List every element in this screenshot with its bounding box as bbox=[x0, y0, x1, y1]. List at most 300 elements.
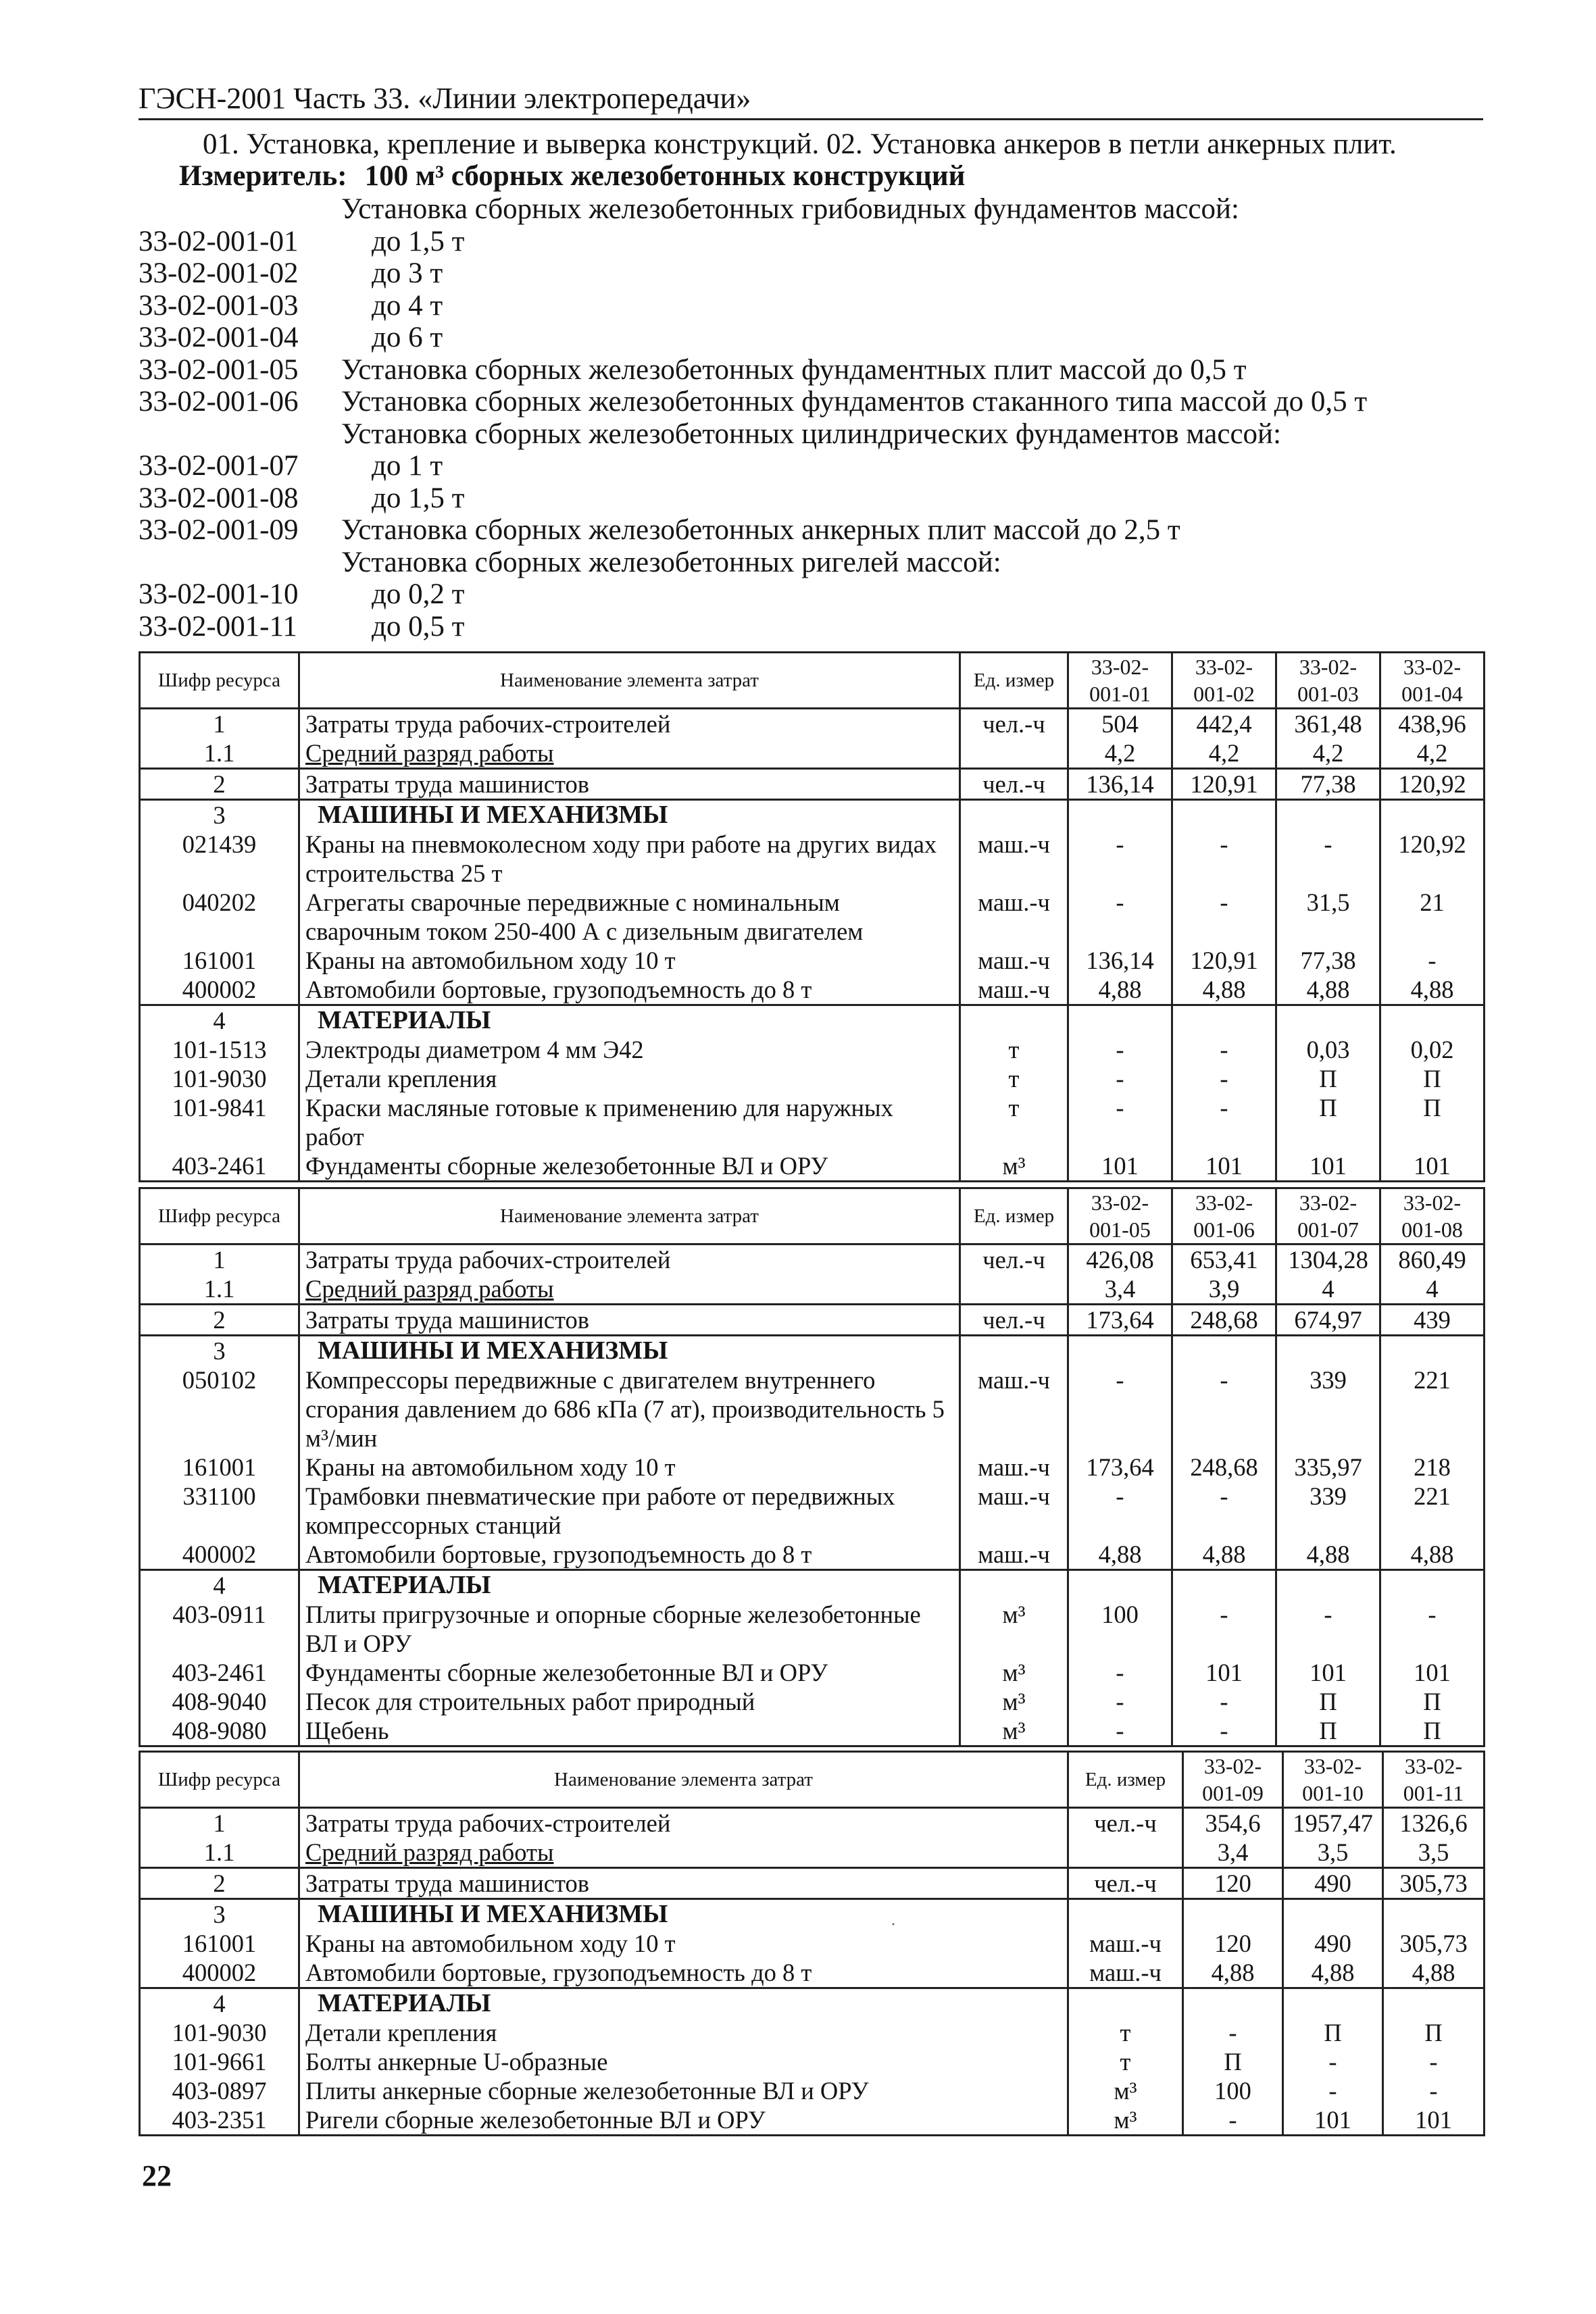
cost-element-name: Компрессоры передвижные с двигателем внутреннего сгорания давлением до 686 кПа (7 ат), производительность 5 м³/мин bbox=[299, 1365, 960, 1453]
header-norm-column: 33-02-001-08 bbox=[1380, 1188, 1485, 1244]
value-cell: - bbox=[1172, 1600, 1276, 1658]
unit-cell: м³ bbox=[960, 1151, 1068, 1182]
meter-value: 100 м³ сборных железобетонных конструкций bbox=[364, 160, 966, 192]
resource-code: 400002 bbox=[140, 975, 299, 1005]
value-cell: 173,64 bbox=[1068, 1453, 1172, 1482]
value-cell: 101 bbox=[1383, 2105, 1485, 2136]
norm-description: до 4 т bbox=[372, 289, 443, 322]
header-norm-column: 33-02-001-01 bbox=[1068, 653, 1172, 709]
value-cell: 339 bbox=[1276, 1365, 1380, 1453]
resource-code: 408-9040 bbox=[140, 1687, 299, 1716]
value-cell: - bbox=[1383, 2076, 1485, 2105]
table-row bbox=[140, 1716, 1485, 1746]
unit-cell: чел.-ч bbox=[960, 1305, 1068, 1336]
norm-code: 33-02-001-06 bbox=[139, 386, 299, 418]
value-cell: - bbox=[1276, 830, 1380, 888]
resource-code: 101-9030 bbox=[140, 2018, 299, 2047]
header-cost-element: Наименование элемента затрат bbox=[299, 1188, 960, 1244]
resource-code: 2 bbox=[140, 1868, 299, 1899]
value-cell: 120,91 bbox=[1172, 946, 1276, 975]
value-cell: П bbox=[1276, 1093, 1380, 1151]
table-row bbox=[140, 1064, 1485, 1093]
resource-code: 3 bbox=[140, 1899, 299, 1930]
unit-cell bbox=[1068, 1899, 1183, 1930]
cost-element-name: Средний разряд работы bbox=[299, 1274, 960, 1305]
value-cell: 361,48 bbox=[1276, 709, 1380, 739]
value-cell: 4,88 bbox=[1276, 975, 1380, 1005]
unit-cell: маш.-ч bbox=[1068, 1958, 1183, 1988]
table-row bbox=[140, 1365, 1485, 1453]
works-composition bbox=[203, 127, 1397, 162]
cost-element-name: Автомобили бортовые, грузоподъемность до 8 т bbox=[299, 1540, 960, 1570]
value-cell: 0,03 bbox=[1276, 1035, 1380, 1064]
table-row bbox=[140, 1453, 1485, 1482]
unit-cell bbox=[1068, 1988, 1183, 2019]
norm-code: 33-02-001-09 bbox=[139, 514, 299, 546]
cost-element-name: Краны на автомобильном ходу 10 т bbox=[299, 1453, 960, 1482]
header-cost-element: Наименование элемента затрат bbox=[299, 1752, 1068, 1808]
value-cell: 4,88 bbox=[1276, 1540, 1380, 1570]
value-cell bbox=[1380, 800, 1485, 830]
norm-code-row bbox=[139, 611, 1483, 643]
unit-cell: м³ bbox=[960, 1658, 1068, 1687]
value-cell: 339 bbox=[1276, 1482, 1380, 1540]
value-cell: - bbox=[1172, 1064, 1276, 1093]
value-cell: П bbox=[1276, 1716, 1380, 1746]
value-cell: 120 bbox=[1183, 1868, 1283, 1899]
value-cell: 101 bbox=[1276, 1151, 1380, 1182]
value-cell: 4,88 bbox=[1172, 975, 1276, 1005]
table-row bbox=[140, 1658, 1485, 1687]
value-cell bbox=[1276, 1336, 1380, 1366]
norm-code-row bbox=[139, 322, 1483, 354]
norm-code-row bbox=[139, 386, 1483, 418]
norm-code-row bbox=[139, 578, 1483, 611]
table-row bbox=[140, 1093, 1485, 1151]
table-row bbox=[140, 1336, 1485, 1366]
norm-code: 33-02-001-10 bbox=[139, 578, 299, 610]
table-row bbox=[140, 1988, 1485, 2019]
resource-code: 403-0911 bbox=[140, 1600, 299, 1658]
value-cell: 674,97 bbox=[1276, 1305, 1380, 1336]
value-cell: 4 bbox=[1380, 1274, 1485, 1305]
cost-element-name: Детали крепления bbox=[299, 2018, 1068, 2047]
resource-code: 040202 bbox=[140, 888, 299, 946]
unit-cell bbox=[960, 1570, 1068, 1601]
norm-description: до 0,5 т bbox=[372, 610, 465, 643]
norm-code: 33-02-001-01 bbox=[139, 225, 299, 257]
norm-description: до 3 т bbox=[372, 257, 443, 289]
value-cell: - bbox=[1172, 1687, 1276, 1716]
value-cell: 653,41 bbox=[1172, 1244, 1276, 1275]
value-cell bbox=[1380, 1570, 1485, 1601]
value-cell bbox=[1068, 1570, 1172, 1601]
value-cell: 21 bbox=[1380, 888, 1485, 946]
cost-element-name: Агрегаты сварочные передвижные с номинальным сварочным током 250-400 А с дизельным двигателем bbox=[299, 888, 960, 946]
value-cell: - bbox=[1068, 1093, 1172, 1151]
cost-element-name: Автомобили бортовые, грузоподъемность до 8 т bbox=[299, 975, 960, 1005]
norm-description: Установка сборных железобетонных ригелей массой: bbox=[341, 546, 1001, 578]
value-cell bbox=[1172, 800, 1276, 830]
resource-code: 2 bbox=[140, 769, 299, 800]
table-row bbox=[140, 830, 1485, 888]
value-cell: 442,4 bbox=[1172, 709, 1276, 739]
resource-code: 021439 bbox=[140, 830, 299, 888]
value-cell: П bbox=[1380, 1093, 1485, 1151]
resource-code: 161001 bbox=[140, 946, 299, 975]
cost-element-name: Краны на автомобильном ходу 10 т bbox=[299, 1929, 1068, 1958]
unit-cell: чел.-ч bbox=[1068, 1868, 1183, 1899]
value-cell: 100 bbox=[1183, 2076, 1283, 2105]
norm-description: до 1,5 т bbox=[372, 482, 465, 514]
table-row bbox=[140, 2018, 1485, 2047]
value-cell: 490 bbox=[1283, 1868, 1383, 1899]
table-row bbox=[140, 1838, 1485, 1868]
norm-code: 33-02-001-05 bbox=[139, 353, 299, 386]
cost-element-name: Болты анкерные U-образные bbox=[299, 2047, 1068, 2076]
value-cell: - bbox=[1172, 1093, 1276, 1151]
norm-code bbox=[139, 547, 341, 579]
table-row bbox=[140, 946, 1485, 975]
value-cell: П bbox=[1383, 2018, 1485, 2047]
table-row bbox=[140, 2047, 1485, 2076]
unit-cell: чел.-ч bbox=[960, 709, 1068, 739]
value-cell: 1304,28 bbox=[1276, 1244, 1380, 1275]
norm-description: до 6 т bbox=[372, 322, 443, 353]
value-cell: П bbox=[1380, 1687, 1485, 1716]
value-cell: 31,5 bbox=[1276, 888, 1380, 946]
value-cell: 4 bbox=[1276, 1274, 1380, 1305]
value-cell: 4,2 bbox=[1380, 738, 1485, 769]
value-cell: П bbox=[1183, 2047, 1283, 2076]
table-row bbox=[140, 1274, 1485, 1305]
value-cell: - bbox=[1068, 1035, 1172, 1064]
unit-cell bbox=[960, 800, 1068, 830]
resource-code: 3 bbox=[140, 800, 299, 830]
cost-element-name: Затраты труда машинистов bbox=[299, 1868, 1068, 1899]
value-cell: 120,92 bbox=[1380, 769, 1485, 800]
value-cell: - bbox=[1172, 888, 1276, 946]
cost-element-name: Фундаменты сборные железобетонные ВЛ и ОРУ bbox=[299, 1151, 960, 1182]
resource-code: 161001 bbox=[140, 1929, 299, 1958]
value-cell: 1326,6 bbox=[1383, 1808, 1485, 1838]
header-norm-column: 33-02-001-09 bbox=[1183, 1752, 1283, 1808]
unit-cell: чел.-ч bbox=[1068, 1808, 1183, 1838]
table-header-row bbox=[140, 1752, 1485, 1808]
unit-cell: чел.-ч bbox=[960, 1244, 1068, 1275]
resource-code: 101-1513 bbox=[140, 1035, 299, 1064]
resource-code: 4 bbox=[140, 1988, 299, 2019]
table-row bbox=[140, 2076, 1485, 2105]
value-cell: 438,96 bbox=[1380, 709, 1485, 739]
value-cell: 4,88 bbox=[1283, 1958, 1383, 1988]
header-rule bbox=[139, 118, 1483, 120]
norm-code-row bbox=[139, 418, 1483, 451]
value-cell: 101 bbox=[1380, 1658, 1485, 1687]
value-cell: 101 bbox=[1380, 1151, 1485, 1182]
unit-cell: маш.-ч bbox=[1068, 1929, 1183, 1958]
table-row bbox=[140, 1600, 1485, 1658]
value-cell: 136,14 bbox=[1068, 769, 1172, 800]
value-cell: - bbox=[1068, 1658, 1172, 1687]
value-cell: 136,14 bbox=[1068, 946, 1172, 975]
norm-code-row bbox=[139, 514, 1483, 547]
resource-code: 050102 bbox=[140, 1365, 299, 1453]
cost-element-name: Трамбовки пневматические при работе от передвижных компрессорных станций bbox=[299, 1482, 960, 1540]
cost-element-name: МАТЕРИАЛЫ bbox=[299, 1988, 1068, 2019]
header-norm-column: 33-02-001-07 bbox=[1276, 1188, 1380, 1244]
cost-element-name: Средний разряд работы bbox=[299, 738, 960, 769]
table-row bbox=[140, 769, 1485, 800]
header-norm-column: 33-02-001-11 bbox=[1383, 1752, 1485, 1808]
value-cell: 101 bbox=[1172, 1658, 1276, 1687]
table-row bbox=[140, 1005, 1485, 1036]
norm-description: Установка сборных железобетонных цилиндрических фундаментов массой: bbox=[341, 418, 1282, 450]
value-cell bbox=[1276, 800, 1380, 830]
value-cell: - bbox=[1068, 1064, 1172, 1093]
unit-cell bbox=[960, 1005, 1068, 1036]
unit-cell bbox=[960, 738, 1068, 769]
value-cell: П bbox=[1276, 1064, 1380, 1093]
value-cell bbox=[1383, 1988, 1485, 2019]
cost-element-name: МАШИНЫ И МЕХАНИЗМЫ bbox=[299, 1899, 1068, 1930]
value-cell: 860,49 bbox=[1380, 1244, 1485, 1275]
unit-cell bbox=[960, 1336, 1068, 1366]
value-cell: 504 bbox=[1068, 709, 1172, 739]
value-cell: 4,88 bbox=[1380, 1540, 1485, 1570]
value-cell: - bbox=[1172, 1365, 1276, 1453]
cost-element-name: Автомобили бортовые, грузоподъемность до 8 т bbox=[299, 1958, 1068, 1988]
value-cell: П bbox=[1276, 1687, 1380, 1716]
cost-element-name: Затраты труда рабочих-строителей bbox=[299, 1244, 960, 1275]
unit-cell: маш.-ч bbox=[960, 1453, 1068, 1482]
value-cell: 335,97 bbox=[1276, 1453, 1380, 1482]
value-cell bbox=[1068, 1005, 1172, 1036]
header-norm-column: 33-02-001-10 bbox=[1283, 1752, 1383, 1808]
value-cell: 120 bbox=[1183, 1929, 1283, 1958]
unit-cell: чел.-ч bbox=[960, 769, 1068, 800]
resource-code: 101-9661 bbox=[140, 2047, 299, 2076]
norm-code: 33-02-001-04 bbox=[139, 322, 299, 353]
header-resource-code: Шифр ресурса bbox=[140, 1752, 299, 1808]
table-row bbox=[140, 1540, 1485, 1570]
value-cell bbox=[1283, 1988, 1383, 2019]
value-cell: 490 bbox=[1283, 1929, 1383, 1958]
unit-cell: т bbox=[960, 1064, 1068, 1093]
norm-description: до 1 т bbox=[372, 450, 443, 482]
table-row bbox=[140, 2105, 1485, 2136]
page-number: 22 bbox=[142, 2159, 172, 2192]
value-cell bbox=[1276, 1005, 1380, 1036]
norm-description: до 1,5 т bbox=[372, 225, 465, 257]
value-cell bbox=[1183, 1988, 1283, 2019]
value-cell bbox=[1383, 1899, 1485, 1930]
resource-code: 1 bbox=[140, 1244, 299, 1275]
value-cell: 426,08 bbox=[1068, 1244, 1172, 1275]
header-resource-code: Шифр ресурса bbox=[140, 1188, 299, 1244]
value-cell bbox=[1283, 1899, 1383, 1930]
table-row bbox=[140, 1305, 1485, 1336]
header-unit: Ед. измер bbox=[960, 653, 1068, 709]
cost-element-name: МАШИНЫ И МЕХАНИЗМЫ bbox=[299, 800, 960, 830]
cost-element-name: Песок для строительных работ природный bbox=[299, 1687, 960, 1716]
cost-element-name: Краны на автомобильном ходу 10 т bbox=[299, 946, 960, 975]
value-cell bbox=[1183, 1899, 1283, 1930]
document-title: ГЭСН-2001 Часть 33. «Линии электропередачи» bbox=[139, 82, 751, 115]
cost-element-name: Затраты труда машинистов bbox=[299, 769, 960, 800]
value-cell: 101 bbox=[1068, 1151, 1172, 1182]
value-cell: 100 bbox=[1068, 1600, 1172, 1658]
header-resource-code: Шифр ресурса bbox=[140, 653, 299, 709]
header-norm-column: 33-02-001-02 bbox=[1172, 653, 1276, 709]
value-cell: - bbox=[1283, 2076, 1383, 2105]
value-cell bbox=[1172, 1570, 1276, 1601]
value-cell bbox=[1172, 1005, 1276, 1036]
table-header-row bbox=[140, 1188, 1485, 1244]
norm-code-row bbox=[139, 226, 1483, 258]
value-cell: - bbox=[1068, 888, 1172, 946]
cost-element-name: Ригели сборные железобетонные ВЛ и ОРУ bbox=[299, 2105, 1068, 2136]
value-cell: 3,4 bbox=[1183, 1838, 1283, 1868]
resource-code: 1.1 bbox=[140, 1838, 299, 1868]
norm-code: 33-02-001-03 bbox=[139, 289, 299, 322]
unit-cell: т bbox=[960, 1093, 1068, 1151]
cost-element-name: Затраты труда рабочих-строителей bbox=[299, 709, 960, 739]
unit-cell: маш.-ч bbox=[960, 1365, 1068, 1453]
works-text: 01. Установка, крепление и выверка конструкций. 02. Установка анкеров в петли анкерных плит. bbox=[203, 128, 1397, 160]
table-header-row bbox=[140, 653, 1485, 709]
norm-description: Установка сборных железобетонных грибовидных фундаментов массой: bbox=[341, 193, 1239, 225]
value-cell: - bbox=[1283, 2047, 1383, 2076]
page-header bbox=[139, 80, 1483, 118]
value-cell: 4,88 bbox=[1172, 1540, 1276, 1570]
value-cell: - bbox=[1068, 830, 1172, 888]
table-row bbox=[140, 975, 1485, 1005]
resource-table-1 bbox=[139, 651, 1485, 1182]
resource-code: 1.1 bbox=[140, 1274, 299, 1305]
value-cell: - bbox=[1172, 1035, 1276, 1064]
cost-element-name: Затраты труда рабочих-строителей bbox=[299, 1808, 1068, 1838]
value-cell: 120,91 bbox=[1172, 769, 1276, 800]
value-cell: - bbox=[1183, 2018, 1283, 2047]
value-cell bbox=[1068, 800, 1172, 830]
unit-cell: маш.-ч bbox=[960, 946, 1068, 975]
norm-description: Установка сборных железобетонных фундаментов стаканного типа массой до 0,5 т bbox=[341, 386, 1368, 418]
norm-code-list bbox=[139, 193, 1483, 643]
value-cell: 305,73 bbox=[1383, 1929, 1485, 1958]
value-cell: П bbox=[1283, 2018, 1383, 2047]
value-cell: 77,38 bbox=[1276, 946, 1380, 975]
value-cell: 3,5 bbox=[1383, 1838, 1485, 1868]
value-cell bbox=[1172, 1336, 1276, 1366]
cost-element-name: Фундаменты сборные железобетонные ВЛ и ОРУ bbox=[299, 1658, 960, 1687]
value-cell: 3,9 bbox=[1172, 1274, 1276, 1305]
table-row bbox=[140, 1244, 1485, 1275]
value-cell: - bbox=[1068, 1687, 1172, 1716]
header-norm-column: 33-02-001-04 bbox=[1380, 653, 1485, 709]
header-norm-column: 33-02-001-03 bbox=[1276, 653, 1380, 709]
cost-element-name: Детали крепления bbox=[299, 1064, 960, 1093]
resource-code: 400002 bbox=[140, 1540, 299, 1570]
cost-element-name: Средний разряд работы bbox=[299, 1838, 1068, 1868]
value-cell bbox=[1380, 1005, 1485, 1036]
cost-element-name: МАШИНЫ И МЕХАНИЗМЫ bbox=[299, 1336, 960, 1366]
cost-element-name: МАТЕРИАЛЫ bbox=[299, 1570, 960, 1601]
table-row bbox=[140, 1808, 1485, 1838]
value-cell: 101 bbox=[1172, 1151, 1276, 1182]
norm-code-row bbox=[139, 354, 1483, 386]
unit-cell bbox=[1068, 1838, 1183, 1868]
unit-cell: м³ bbox=[960, 1600, 1068, 1658]
value-cell: - bbox=[1068, 1716, 1172, 1746]
meter-label: Измеритель: bbox=[179, 160, 347, 192]
value-cell bbox=[1276, 1570, 1380, 1601]
value-cell: 221 bbox=[1380, 1365, 1485, 1453]
norm-code: 33-02-001-08 bbox=[139, 482, 299, 514]
resource-code: 4 bbox=[140, 1570, 299, 1601]
unit-cell: маш.-ч bbox=[960, 830, 1068, 888]
table-row bbox=[140, 1570, 1485, 1601]
resource-code: 331100 bbox=[140, 1482, 299, 1540]
table-row bbox=[140, 800, 1485, 830]
header-unit: Ед. измер bbox=[1068, 1752, 1183, 1808]
resource-code: 400002 bbox=[140, 1958, 299, 1988]
resource-code: 403-0897 bbox=[140, 2076, 299, 2105]
resource-table-2 bbox=[139, 1187, 1485, 1747]
resource-code: 403-2461 bbox=[140, 1151, 299, 1182]
resource-code: 1.1 bbox=[140, 738, 299, 769]
value-cell: 4,2 bbox=[1068, 738, 1172, 769]
resource-table-3 bbox=[139, 1751, 1485, 2136]
resource-code: 2 bbox=[140, 1305, 299, 1336]
unit-cell: т bbox=[1068, 2047, 1183, 2076]
resource-code: 4 bbox=[140, 1005, 299, 1036]
scan-speck: · bbox=[891, 1916, 896, 1934]
unit-cell: маш.-ч bbox=[960, 1540, 1068, 1570]
table-row bbox=[140, 1958, 1485, 1988]
value-cell: - bbox=[1172, 1482, 1276, 1540]
value-cell: П bbox=[1380, 1064, 1485, 1093]
value-cell: - bbox=[1068, 1365, 1172, 1453]
resource-code: 3 bbox=[140, 1336, 299, 1366]
value-cell: - bbox=[1172, 830, 1276, 888]
value-cell: 354,6 bbox=[1183, 1808, 1283, 1838]
norm-code-row bbox=[139, 547, 1483, 579]
resource-code: 403-2351 bbox=[140, 2105, 299, 2136]
value-cell: 248,68 bbox=[1172, 1453, 1276, 1482]
unit-cell: м³ bbox=[960, 1687, 1068, 1716]
value-cell: 4,88 bbox=[1383, 1958, 1485, 1988]
value-cell: 305,73 bbox=[1383, 1868, 1485, 1899]
norm-code bbox=[139, 193, 341, 226]
table-row bbox=[140, 1929, 1485, 1958]
unit-cell: м³ bbox=[960, 1716, 1068, 1746]
value-cell: 77,38 bbox=[1276, 769, 1380, 800]
value-cell: - bbox=[1276, 1600, 1380, 1658]
value-cell: 4,88 bbox=[1068, 975, 1172, 1005]
header-norm-column: 33-02-001-06 bbox=[1172, 1188, 1276, 1244]
value-cell: 0,02 bbox=[1380, 1035, 1485, 1064]
value-cell: 3,5 bbox=[1283, 1838, 1383, 1868]
norm-description: Установка сборных железобетонных фундаментных плит массой до 0,5 т bbox=[341, 353, 1247, 386]
value-cell: 4,88 bbox=[1183, 1958, 1283, 1988]
cost-element-name: Плиты пригрузочные и опорные сборные железобетонные ВЛ и ОРУ bbox=[299, 1600, 960, 1658]
table-row bbox=[140, 1899, 1485, 1930]
unit-cell: т bbox=[960, 1035, 1068, 1064]
value-cell: - bbox=[1380, 1600, 1485, 1658]
value-cell bbox=[1068, 1336, 1172, 1366]
value-cell: П bbox=[1380, 1716, 1485, 1746]
